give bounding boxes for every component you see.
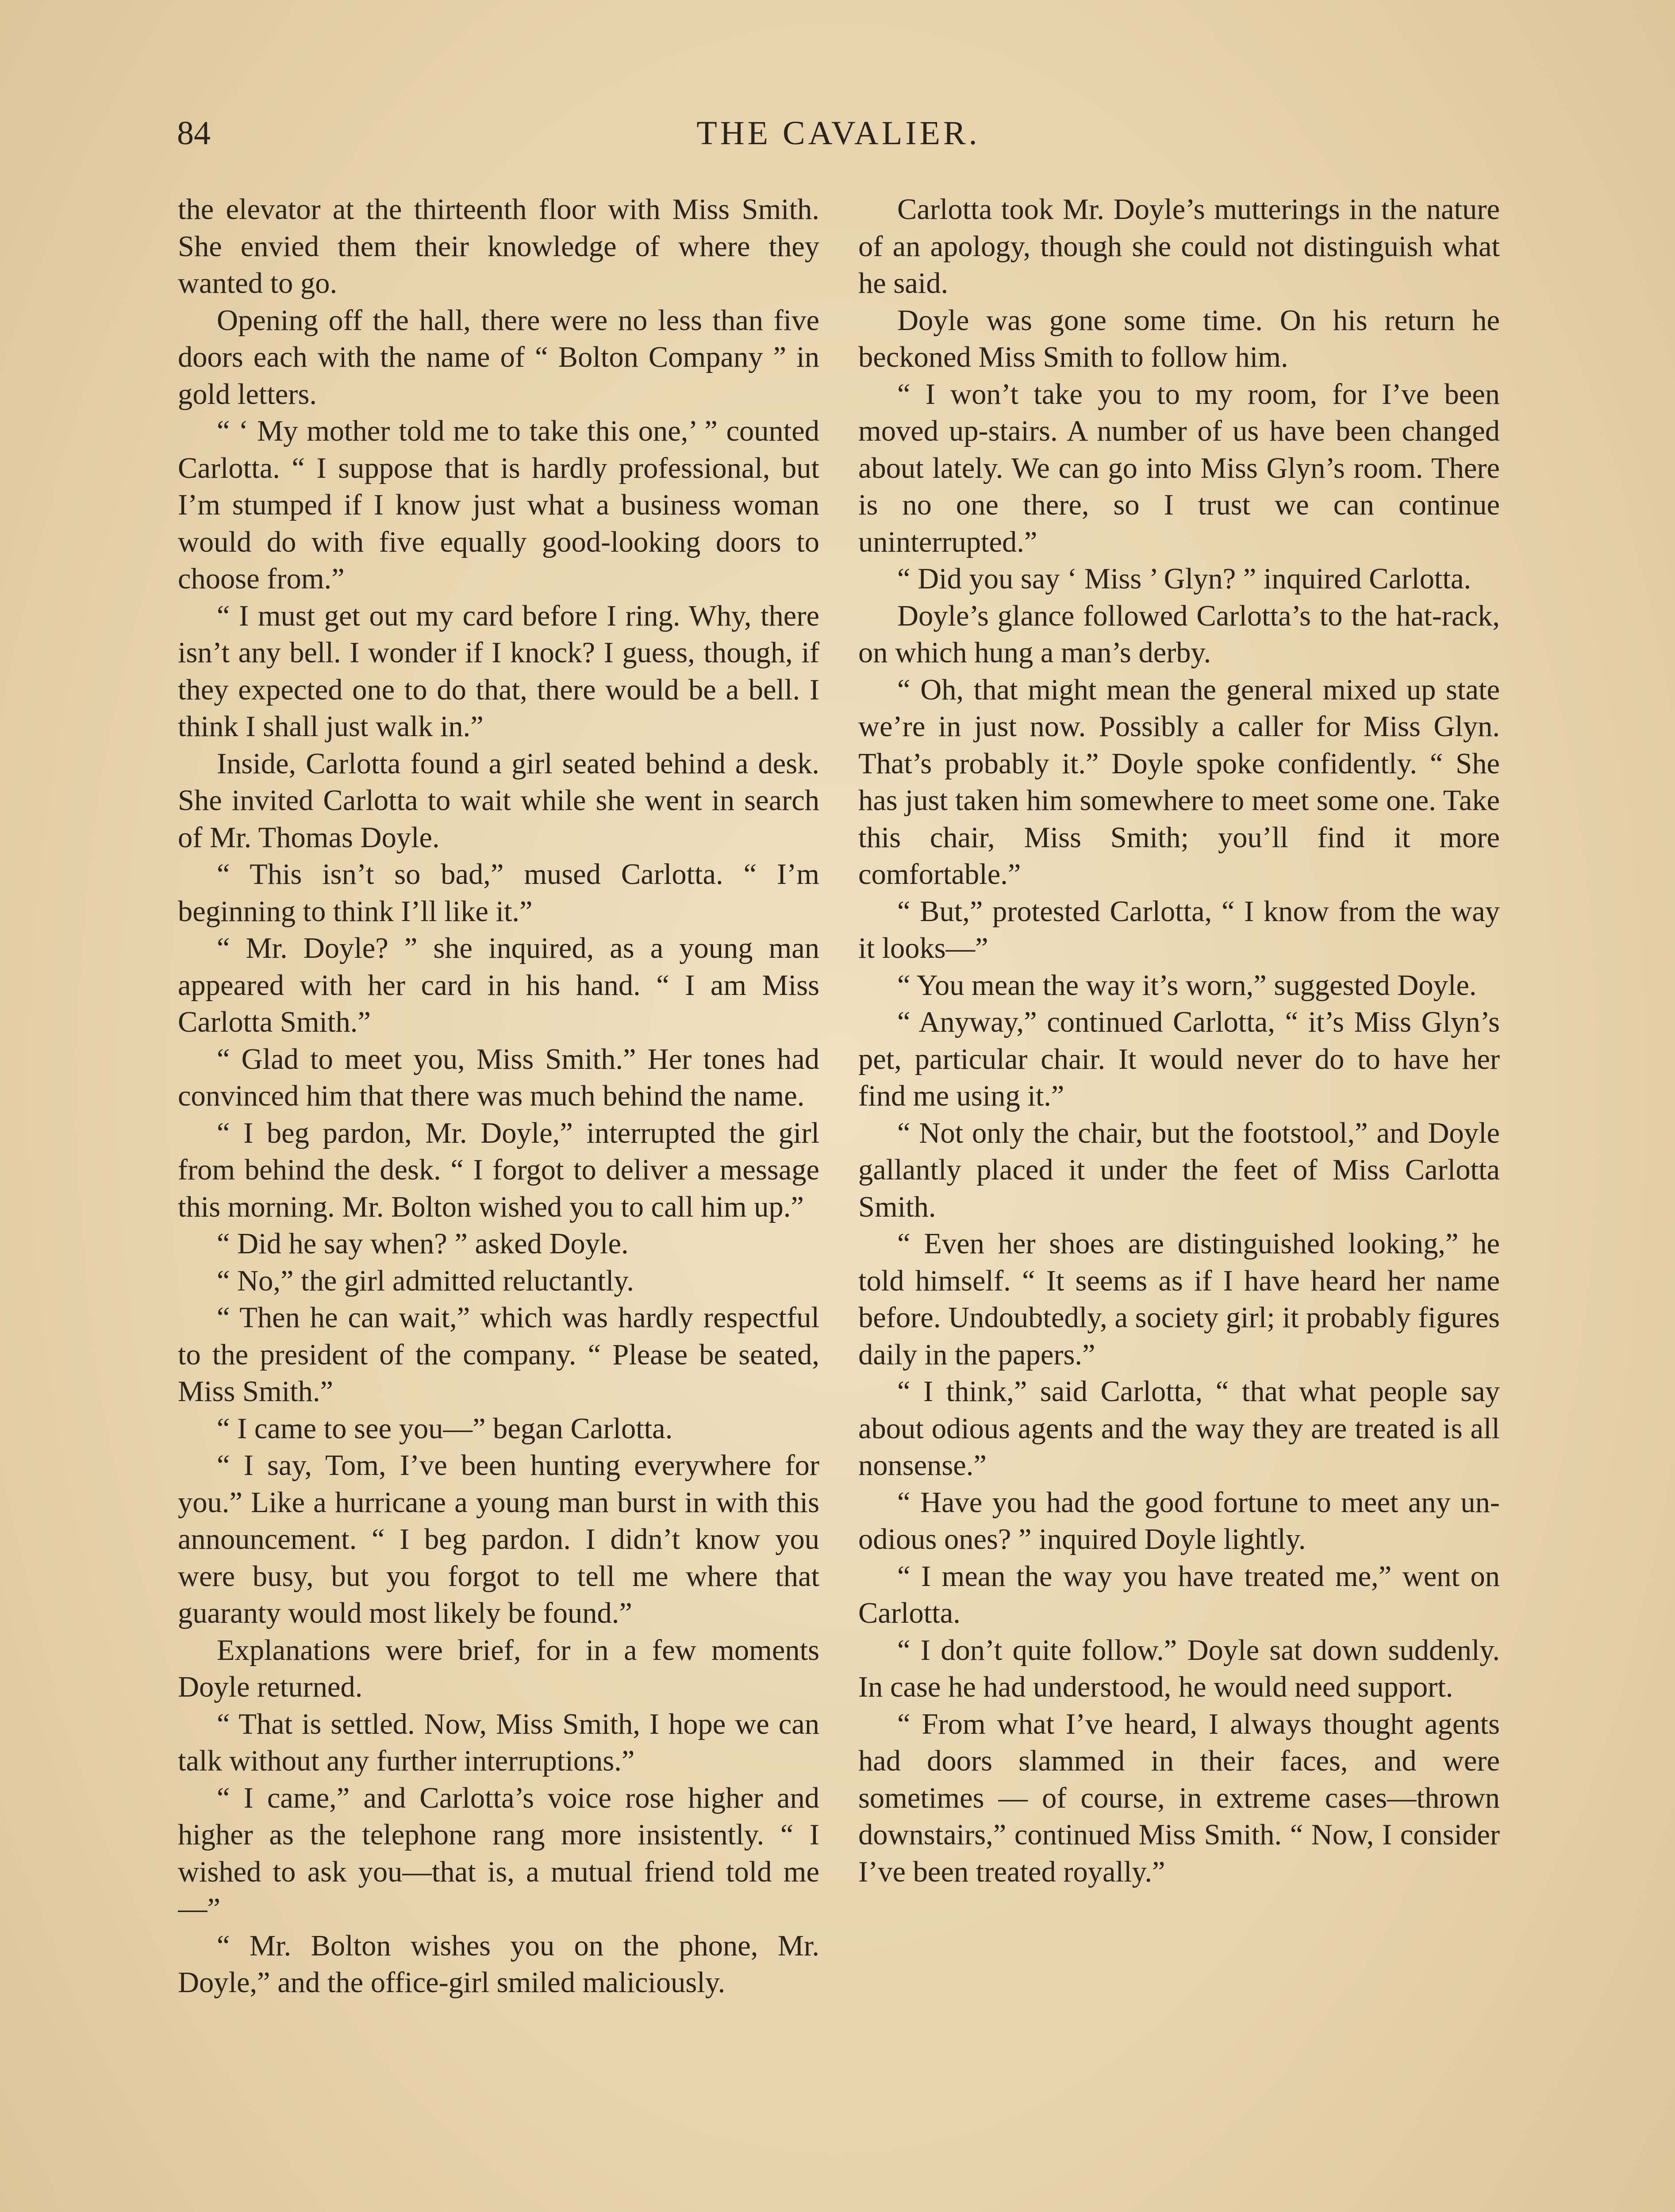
paragraph: Opening off the hall, there were no less than five doors each with the name of “ Bolton Company ” in gold letters. [178, 304, 819, 411]
paragraph: “ Glad to meet you, Miss Smith.” Her tones had convinced him that there was much behind the name. [178, 1043, 819, 1112]
paragraph: “ Have you had the good fortune to meet any un-odious ones? ” inquired Doyle lightly. [858, 1486, 1500, 1555]
paragraph: “ I must get out my card before I ring. Why, there isn’t any bell. I wonder if I knock? I guess, though, if they expected one to do that, there would be a bell. I think I shall just walk in.” [178, 599, 819, 743]
paragraph: “ Anyway,” continued Carlotta, “ it’s Miss Glyn’s pet, particular chair. It would never do to have her find me using it.” [858, 1006, 1500, 1112]
paragraph: “ Then he can wait,” which was hardly respectful to the president of the company. “ Please be seated, Miss Smith.” [178, 1302, 819, 1408]
paragraph: “ I don’t quite follow.” Doyle sat down suddenly. In case he had understood, he would need support. [858, 1634, 1500, 1703]
paragraph: Explanations were brief, for in a few moments Doyle returned. [178, 1634, 819, 1703]
paragraph: Doyle was gone some time. On his return he beckoned Miss Smith to follow him. [858, 304, 1500, 373]
paragraph: “ This isn’t so bad,” mused Carlotta. “ I’m beginning to think I’ll like it.” [178, 858, 819, 928]
paragraph: “ I think,” said Carlotta, “ that what people say about odious agents and the way they are treated is all nonsense.” [858, 1375, 1500, 1482]
paragraph: Inside, Carlotta found a girl seated behind a desk. She invited Carlotta to wait while she went in search of Mr. Thomas Doyle. [178, 747, 819, 854]
paragraph: “ I came,” and Carlotta’s voice rose higher and higher as the telephone rang more insistently. “ I wished to ask you—that is, a mutual friend told me—” [178, 1782, 819, 1925]
paragraph: “ From what I’ve heard, I always thought agents had doors slammed in their faces, and were sometimes — of course, in extreme cases—thrown downstairs,” continued Miss Smith. “ Now, I consider I’ve been treated royally.” [858, 1708, 1500, 1888]
paragraph: “ ‘ My mother told me to take this one,’ ” counted Carlotta. “ I suppose that is hardly professional, but I’m stumped if I know just what a business woman would do with five equally good-looking doors to choose from.” [178, 415, 819, 595]
paragraph: “ I mean the way you have treated me,” went on Carlotta. [858, 1560, 1500, 1629]
paragraph: “ Mr. Doyle? ” she inquired, as a young man appeared with her card in his hand. “ I am Miss Carlotta Smith.” [178, 932, 819, 1038]
paragraph: “ Even her shoes are distinguished looking,” he told himself. “ It seems as if I have heard her name before. Undoubtedly, a society girl; it probably figures daily in the papers.” [858, 1228, 1500, 1371]
paragraph: “ I beg pardon, Mr. Doyle,” interrupted the girl from behind the desk. “ I forgot to deliver a message this morning. Mr. Bolton wished you to call him up.” [178, 1117, 819, 1223]
left-column [178, 191, 819, 2212]
paragraph: Doyle’s glance followed Carlotta’s to the hat-rack, on which hung a man’s derby. [858, 599, 1500, 669]
paragraph: Carlotta took Mr. Doyle’s mutterings in the nature of an apology, though she could not distinguish what he said. [858, 193, 1500, 300]
paragraph: “ Mr. Bolton wishes you on the phone, Mr. Doyle,” and the office-girl smiled maliciously. [178, 1929, 819, 1999]
paragraph: “ I won’t take you to my room, for I’ve been moved up-stairs. A number of us have been changed about lately. We can go into Miss Glyn’s room. There is no one there, so I trust we can continue uninterrupted.” [858, 378, 1500, 558]
page-header [177, 114, 1500, 163]
paragraph: “ Not only the chair, but the footstool,” and Doyle gallantly placed it under the feet of Miss Carlotta Smith. [858, 1117, 1500, 1223]
paragraph: “ Did you say ‘ Miss ’ Glyn? ” inquired Carlotta. [897, 563, 1471, 595]
paragraph: the elevator at the thirteenth floor with Miss Smith. She envied them their knowledge of where they wanted to go. [178, 193, 819, 300]
paragraph: “ But,” protested Carlotta, “ I know from the way it looks—” [858, 895, 1500, 964]
paragraph: “ That is settled. Now, Miss Smith, I hope we can talk without any further interruptions.” [178, 1708, 819, 1777]
running-title: THE CAVALIER. [696, 115, 980, 152]
paragraph: “ I came to see you—” began Carlotta. [217, 1412, 673, 1445]
paragraph: “ I say, Tom, I’ve been hunting everywhere for you.” Like a hurricane a young man burst in with this announcement. “ I beg pardon. I didn’t know you were busy, but you forgot to tell me where that guaranty would most likely be found.” [178, 1449, 819, 1629]
right-column [858, 191, 1500, 2212]
paragraph: “ No,” the girl admitted reluctantly. [217, 1264, 634, 1297]
paragraph: “ You mean the way it’s worn,” suggested Doyle. [897, 969, 1477, 1002]
paragraph: “ Did he say when? ” asked Doyle. [217, 1228, 629, 1260]
paragraph: “ Oh, that might mean the general mixed up state we’re in just now. Possibly a caller for Miss Glyn. That’s probably it.” Doyle spoke confidently. “ She has just taken him somewhere to meet some one. Take this chair, Miss Smith; you’ll find it more comfortable.” [858, 673, 1500, 891]
page-number: 84 [177, 115, 211, 152]
